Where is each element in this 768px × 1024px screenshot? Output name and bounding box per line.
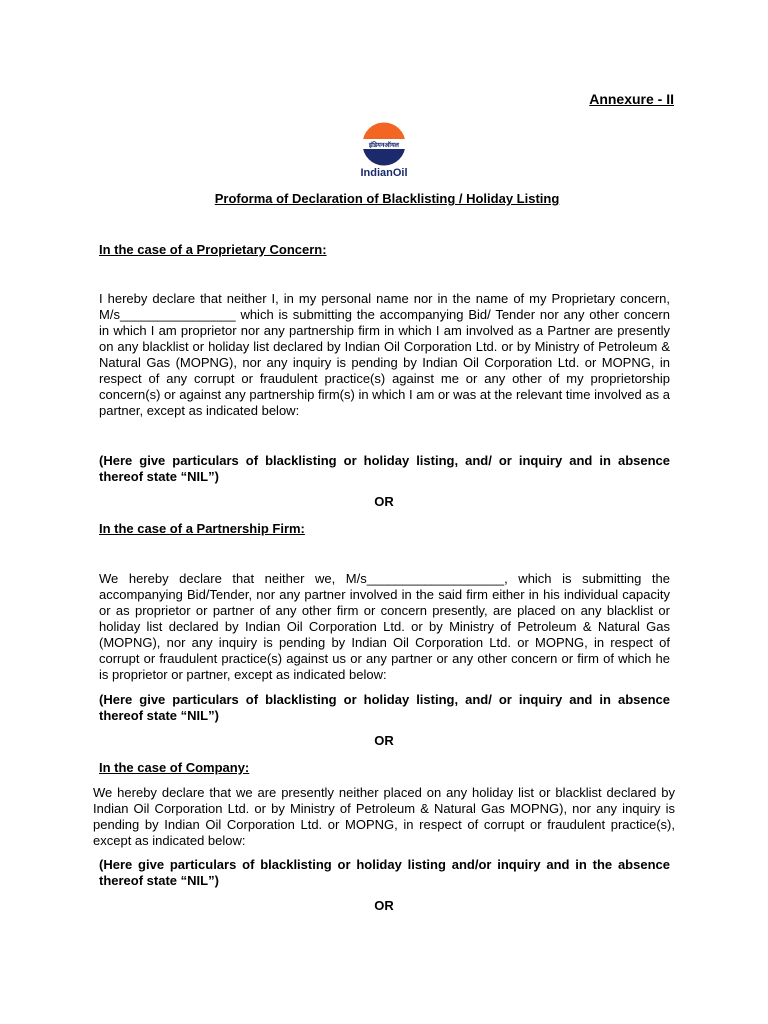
company-body: We hereby declare that we are presently neither placed on any holiday list or blacklist declared by Indian Oil Corporation Ltd. or by Ministry of Petroleum & Natural Gas MOPNG), nor any inquiry is pending by Indian Oil Corporation Ltd. or MOPNG, in respect of corrupt or fraudulent practice(s), except as indicated below: xyxy=(93,785,675,848)
proprietary-body: I hereby declare that neither I, in my personal name nor in the name of my Proprietary concern, M/s________________ which is submitting the accompanying Bid/ Tender nor any other concern in which I am proprietor nor any partnership firm in which I am involved as a Partner are presently on any blacklist or holiday list declared by Indian Oil Corporation Ltd. or by Ministry of Petroleum & Natural Gas (MOPNG), nor any inquiry is pending by Indian Oil Corporation Ltd. or MOPNG, in respect of any corrupt or fraudulent practice(s) against me or any other of my proprietorship concern(s) or against any partnership firm(s) in which I am or was at the relevant time involved as a partner, except as indicated below: xyxy=(99,291,670,418)
company-instruction: (Here give particulars of blacklisting or holiday listing and/or inquiry and in the absence thereof state “NIL”) xyxy=(99,857,670,888)
partnership-instruction: (Here give particulars of blacklisting or holiday listing, and/ or inquiry and in absence thereof state “NIL”) xyxy=(99,692,670,723)
proprietary-heading: In the case of a Proprietary Concern: xyxy=(99,242,327,257)
partnership-heading: In the case of a Partnership Firm: xyxy=(99,521,305,536)
or-separator-3: OR xyxy=(374,898,394,913)
company-heading: In the case of Company: xyxy=(99,760,250,775)
partnership-body: We hereby declare that neither we, M/s___________________, which is submitting the accompanying Bid/Tender, nor any partner involved in the said firm either in his individual capacity or as proprietor or partner of any other firm or concern presently, are placed on any blacklist or holiday list declared by Indian Oil Corporation Ltd. or by Ministry of Petroleum & Natural Gas (MOPNG), nor any inquiry is pending by Indian Oil Corporation Ltd. or MOPNG, in respect of corrupt or fraudulent practice(s) against us or any partner or any other concern or firm of which he is proprietor or partner, except as indicated below: xyxy=(99,571,670,682)
indianoil-logo-icon xyxy=(355,121,413,167)
document-title: Proforma of Declaration of Blacklisting / Holiday Listing xyxy=(214,191,560,206)
annexure-label: Annexure - II xyxy=(589,91,674,107)
or-separator-2: OR xyxy=(374,733,394,748)
logo-brand-text: IndianOil xyxy=(360,167,408,179)
or-separator-1: OR xyxy=(374,494,394,509)
logo-hindi-text: इंडियनऑयल xyxy=(368,141,400,149)
proprietary-instruction: (Here give particulars of blacklisting or holiday listing, and/ or inquiry and in absence thereof state “NIL”) xyxy=(99,453,670,484)
indianoil-logo xyxy=(355,121,413,181)
